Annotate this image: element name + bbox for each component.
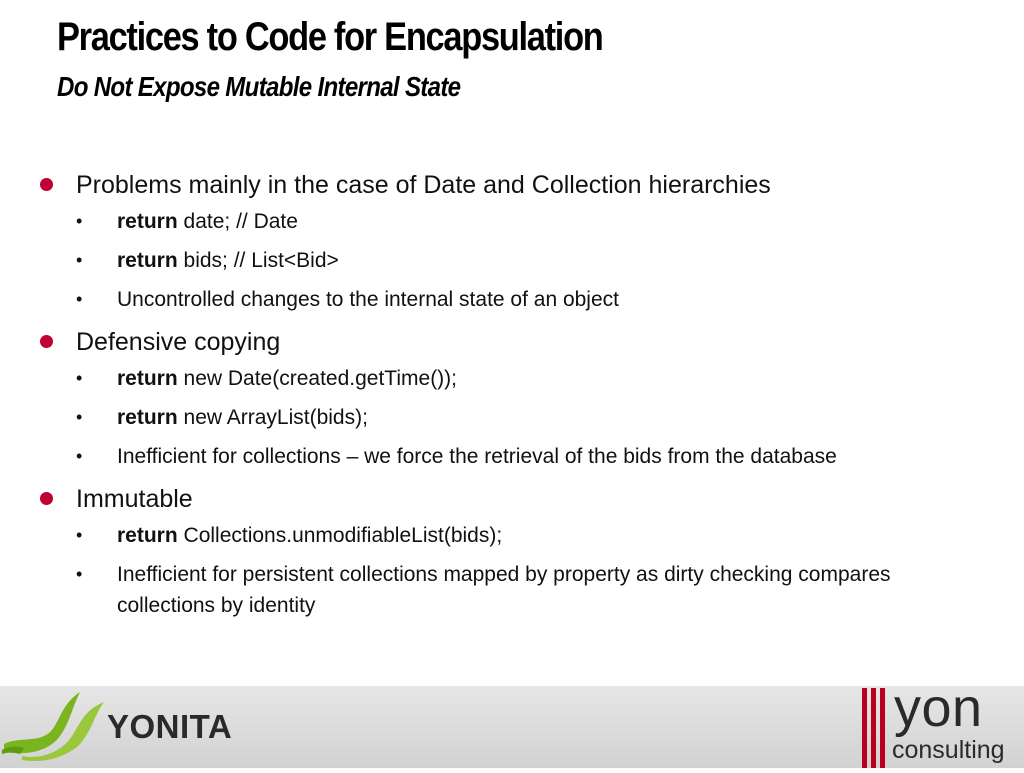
sub-bullet xyxy=(0,441,1024,472)
sub-bullet xyxy=(0,245,1024,276)
small-dot-icon: • xyxy=(76,368,83,388)
small-dot-icon: • xyxy=(76,446,83,466)
small-dot-icon: • xyxy=(76,289,83,309)
red-bars-icon xyxy=(862,688,888,768)
yonita-logo xyxy=(0,686,260,768)
keyword: return xyxy=(117,406,178,429)
sub-bullet-text: new Date(created.getTime()); xyxy=(177,367,458,390)
small-dot-icon: • xyxy=(76,564,83,584)
small-dot-icon: • xyxy=(76,250,83,270)
small-dot-icon: • xyxy=(76,525,83,545)
bullet-immutable xyxy=(0,480,1024,518)
sub-bullet-text: bids; // List<Bid> xyxy=(177,249,339,272)
bullet-text: Problems mainly in the case of Date and Collection hierarchies xyxy=(76,171,771,199)
red-dot-icon xyxy=(40,335,53,348)
sub-bullet-text: Collections.unmodifiableList(bids); xyxy=(177,524,503,547)
keyword: return xyxy=(117,210,178,233)
sub-bullet-text: new ArrayList(bids); xyxy=(177,406,368,429)
consulting-logo-word: consulting xyxy=(892,736,1005,764)
sub-bullet xyxy=(0,363,1024,394)
keyword: return xyxy=(117,524,178,547)
bullet-problems xyxy=(0,166,1024,204)
keyword: return xyxy=(117,249,178,272)
small-dot-icon: • xyxy=(76,211,83,231)
sub-bullet xyxy=(0,520,1024,551)
sub-bullet-text: date; // Date xyxy=(177,210,298,233)
sub-bullet-text: Inefficient for collections – we force the retrieval of the bids from the database xyxy=(117,445,837,468)
sub-bullet xyxy=(0,206,1024,237)
sub-bullet-text: Inefficient for persistent collections mapped by property as dirty checking compares collections by identity xyxy=(117,563,891,617)
slide-title: Practices to Code for Encapsulation xyxy=(57,15,603,59)
yon-logo-word: yon xyxy=(894,678,983,738)
sub-bullet xyxy=(0,284,1024,315)
bullet-text: Immutable xyxy=(76,485,193,513)
red-dot-icon xyxy=(40,178,53,191)
slide-subtitle: Do Not Expose Mutable Internal State xyxy=(57,71,461,102)
sub-bullet xyxy=(0,559,1024,621)
yonita-logo-text: YONITA xyxy=(107,708,233,745)
sub-bullet xyxy=(0,402,1024,433)
keyword: return xyxy=(117,367,178,390)
yon-consulting-logo xyxy=(858,678,1024,768)
yonita-swoosh-icon xyxy=(0,686,110,768)
red-dot-icon xyxy=(40,492,53,505)
footer-bar xyxy=(0,678,1024,768)
sub-bullet-text: Uncontrolled changes to the internal state of an object xyxy=(117,288,619,311)
bullet-list xyxy=(0,166,1024,629)
bullet-text: Defensive copying xyxy=(76,328,281,356)
bullet-defensive-copying xyxy=(0,323,1024,361)
small-dot-icon: • xyxy=(76,407,83,427)
